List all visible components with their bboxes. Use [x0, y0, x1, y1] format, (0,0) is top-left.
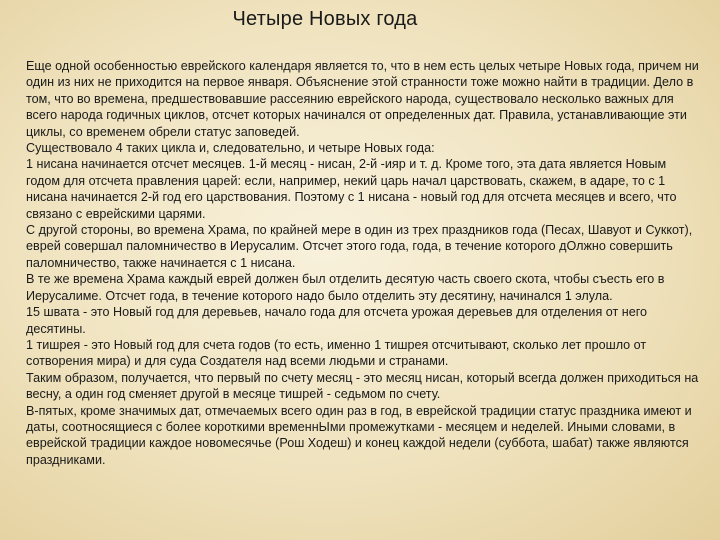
slide-body	[26, 58, 702, 468]
paragraph: 1 нисана начинается отсчет месяцев. 1-й месяц - нисан, 2-й -ияр и т. д. Кроме того, эта дата является Новым годом для отсчета правления царей: если, например, некий царь начал царствовать, скажем, в адаре, то с 1 нисана начинается 2-й год его царствования. Поэтому с 1 нисана - новый год для отсчета месяцев и всего, что связано с еврейскими царями.	[26, 157, 677, 221]
paragraph: В те же времена Храма каждый еврей должен был отделить десятую часть своего скота, чтобы съесть его в Иерусалиме. Отсчет года, в течение которого надо было отделить эту десятину, начинался 1 элула.	[26, 272, 665, 303]
paragraph: Еще одной особенностью еврейского календаря является то, что в нем есть целых четыре Новых года, причем ни один из них не приходится на первое января. Объяснение этой странности тоже можно найти в традиции. Дело в том, что во времена, предшествовавшие рассеянию еврейского народа, существовало несколько важных для всего народа годичных циклов, отсчет которых начинался от определенных дат. Правила, устанавливающие эти циклы, со временем обрели статус заповедей.	[26, 59, 699, 139]
paragraph: Таким образом, получается, что первый по счету месяц - это месяц нисан, который всегда должен приходиться на весну, а один год сменяет другой в месяце тишрей - седьмом по счету.	[26, 370, 699, 402]
paragraph: Существовало 4 таких цикла и, следовательно, и четыре Новых года:	[26, 141, 435, 156]
slide-title: Четыре Новых года	[232, 8, 418, 30]
paragraph: С другой стороны, во времена Храма, по крайней мере в один из трех праздников года (Песах, Шавуот и Суккот), еврей совершал паломничество в Иерусалим. Отсчет этого года, года, в течение которого дОлжно совершить паломничество, также начинается с 1 нисана.	[26, 223, 693, 270]
paragraph: В-пятых, кроме значимых дат, отмечаемых всего один раз в год, в еврейской традиции статус праздника имеют и даты, соотносящиеся с более короткими временнЫми промежутками - месяцем и неделей. Иными словами, в еврейской традиции каждое новомесячье (Рош Ходеш) и конец каждой недели (суббота, шабат) также являются праздниками.	[26, 403, 692, 467]
paragraph: 1 тишрея - это Новый год для счета годов (то есть, именно 1 тишрея отсчитывают, сколько лет прошло от сотворения мира) и для суда Создателя над всеми людьми и странами.	[26, 337, 647, 369]
paragraph: 15 швата - это Новый год для деревьев, начало года для отсчета урожая деревьев для отделения от него десятины.	[26, 305, 648, 336]
